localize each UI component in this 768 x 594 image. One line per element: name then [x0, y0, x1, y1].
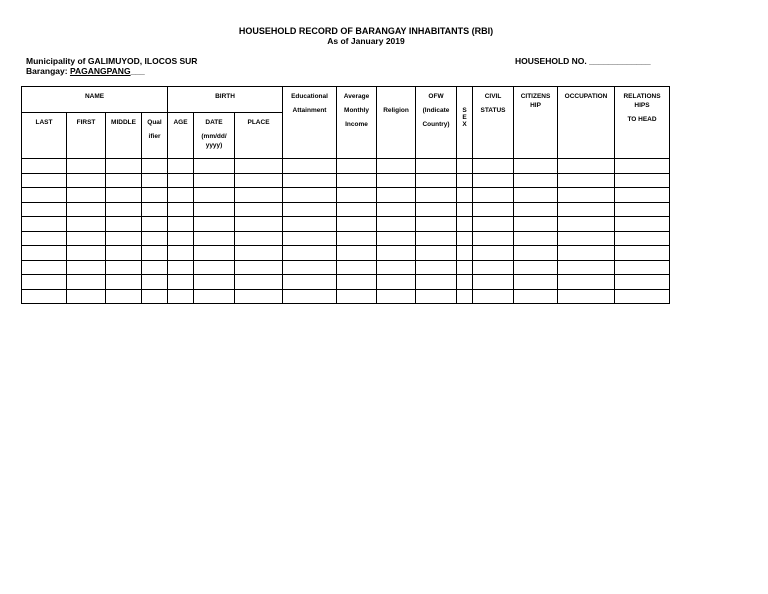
blank-cell: [337, 231, 377, 246]
blank-cell: [337, 260, 377, 275]
blank-cell: [194, 173, 235, 188]
location-block: [26, 56, 197, 76]
blank-cell: [22, 173, 67, 188]
blank-cell: [337, 202, 377, 217]
relationships-label-2: HIPS: [634, 102, 650, 109]
barangay-value: PAGANGPANG: [69, 66, 131, 76]
educational-attainment-header: [283, 87, 337, 159]
blank-cell: [194, 188, 235, 203]
blank-cell: [283, 275, 337, 290]
blank-cell: [194, 260, 235, 275]
blank-cell: [168, 159, 194, 174]
blank-cell: [194, 289, 235, 304]
blank-cell: [377, 188, 416, 203]
form-title: HOUSEHOLD RECORD OF BARANGAY INHABITANTS (RBI): [238, 26, 494, 36]
blank-cell: [514, 173, 558, 188]
blank-cell: [194, 231, 235, 246]
blank-cell: [337, 246, 377, 261]
indicate-label: (Indicate: [422, 107, 450, 114]
last-header: LAST: [22, 113, 67, 159]
table-row: [22, 188, 670, 203]
blank-cell: [514, 275, 558, 290]
blank-cell: [67, 231, 106, 246]
blank-cell: [337, 289, 377, 304]
blank-cell: [168, 289, 194, 304]
blank-cell: [337, 173, 377, 188]
blank-cell: [457, 260, 473, 275]
blank-cell: [194, 159, 235, 174]
blank-cell: [106, 246, 142, 261]
age-header: AGE: [168, 113, 194, 159]
educational-label: Educational: [291, 93, 328, 100]
blank-cell: [615, 188, 670, 203]
blank-cell: [106, 289, 142, 304]
blank-cell: [67, 173, 106, 188]
blank-cell: [377, 217, 416, 232]
blank-cell: [337, 159, 377, 174]
blank-cell: [106, 188, 142, 203]
blank-cell: [558, 202, 615, 217]
table-row: [22, 173, 670, 188]
blank-cell: [67, 260, 106, 275]
blank-cell: [615, 202, 670, 217]
blank-cell: [615, 173, 670, 188]
blank-cell: [235, 275, 283, 290]
blank-cell: [514, 246, 558, 261]
barangay-blank: ___: [130, 66, 145, 76]
monthly-label: Monthly: [344, 107, 369, 114]
table-row: [22, 260, 670, 275]
blank-cell: [377, 275, 416, 290]
blank-cell: [142, 275, 168, 290]
blank-cell: [283, 173, 337, 188]
blank-cell: [22, 159, 67, 174]
name-header: NAME: [22, 87, 168, 113]
blank-cell: [67, 202, 106, 217]
blank-cell: [283, 231, 337, 246]
blank-cell: [337, 217, 377, 232]
citizenship-label-1: CITIZENS: [520, 93, 551, 100]
barangay-label: Barangay:: [26, 66, 68, 76]
blank-cell: [377, 260, 416, 275]
blank-cell: [194, 217, 235, 232]
status-label: STATUS: [480, 107, 506, 114]
blank-cell: [194, 202, 235, 217]
date-header: [194, 113, 235, 159]
qualifier-label-2: ifier: [148, 133, 161, 140]
blank-cell: [473, 188, 514, 203]
average-label: Average: [343, 93, 370, 100]
blank-cell: [473, 275, 514, 290]
blank-cell: [457, 246, 473, 261]
relationships-label-1: RELATIONS: [623, 93, 661, 100]
blank-cell: [22, 289, 67, 304]
blank-cell: [416, 188, 457, 203]
sex-e: E: [462, 114, 467, 121]
blank-cell: [457, 159, 473, 174]
blank-cell: [457, 289, 473, 304]
blank-cell: [142, 246, 168, 261]
blank-cell: [473, 217, 514, 232]
date-format-2: yyyy): [205, 142, 223, 149]
blank-cell: [67, 275, 106, 290]
blank-cell: [168, 275, 194, 290]
rbi-table: [21, 86, 670, 304]
citizenship-header: [514, 87, 558, 159]
blank-cell: [615, 246, 670, 261]
citizenship-label-2: HIP: [530, 102, 541, 109]
blank-cell: [283, 260, 337, 275]
blank-cell: [558, 217, 615, 232]
blank-cell: [473, 246, 514, 261]
blank-cell: [416, 289, 457, 304]
blank-rows: [22, 159, 670, 304]
blank-cell: [473, 202, 514, 217]
header-row-1: [22, 87, 670, 113]
relationship-to-head-header: [615, 87, 670, 159]
blank-cell: [514, 260, 558, 275]
blank-cell: [377, 173, 416, 188]
blank-cell: [416, 173, 457, 188]
sex-header: [457, 87, 473, 159]
blank-cell: [283, 202, 337, 217]
blank-cell: [514, 217, 558, 232]
blank-cell: [168, 260, 194, 275]
country-label: Country): [422, 121, 450, 128]
blank-cell: [283, 246, 337, 261]
blank-cell: [22, 246, 67, 261]
ofw-header: [416, 87, 457, 159]
blank-cell: [558, 231, 615, 246]
blank-cell: [615, 289, 670, 304]
occupation-header: OCCUPATION: [558, 87, 615, 159]
blank-cell: [106, 173, 142, 188]
blank-cell: [168, 231, 194, 246]
blank-cell: [235, 289, 283, 304]
blank-cell: [558, 260, 615, 275]
blank-cell: [168, 188, 194, 203]
sex-s: S: [462, 107, 467, 114]
municipality: Municipality of GALIMUYOD, ILOCOS SUR: [26, 56, 198, 66]
birth-header: BIRTH: [168, 87, 283, 113]
table-row: [22, 217, 670, 232]
blank-cell: [615, 217, 670, 232]
blank-cell: [615, 275, 670, 290]
blank-cell: [22, 275, 67, 290]
blank-cell: [457, 275, 473, 290]
barangay: [26, 66, 197, 76]
blank-cell: [106, 260, 142, 275]
blank-cell: [142, 289, 168, 304]
blank-cell: [22, 217, 67, 232]
blank-cell: [416, 260, 457, 275]
blank-cell: [283, 217, 337, 232]
blank-cell: [514, 231, 558, 246]
religion-header: Religion: [377, 87, 416, 159]
blank-cell: [22, 188, 67, 203]
blank-cell: [142, 188, 168, 203]
blank-cell: [473, 289, 514, 304]
blank-cell: [283, 289, 337, 304]
blank-cell: [558, 275, 615, 290]
civil-status-header: [473, 87, 514, 159]
blank-cell: [235, 202, 283, 217]
blank-cell: [22, 202, 67, 217]
blank-cell: [235, 231, 283, 246]
blank-cell: [473, 260, 514, 275]
blank-cell: [106, 231, 142, 246]
blank-cell: [67, 159, 106, 174]
blank-cell: [283, 188, 337, 203]
income-label: Income: [345, 121, 368, 128]
table-row: [22, 159, 670, 174]
household-number: HOUSEHOLD NO. _____________: [515, 56, 651, 66]
blank-cell: [416, 275, 457, 290]
qualifier-label-1: Qual: [147, 119, 162, 126]
table-row: [22, 275, 670, 290]
table-row: [22, 231, 670, 246]
blank-cell: [615, 159, 670, 174]
blank-cell: [457, 202, 473, 217]
blank-cell: [514, 188, 558, 203]
blank-cell: [235, 260, 283, 275]
blank-cell: [473, 159, 514, 174]
blank-cell: [235, 159, 283, 174]
sex-x: X: [462, 121, 467, 128]
date-format-1: (mm/dd/: [201, 133, 227, 140]
blank-cell: [377, 231, 416, 246]
blank-cell: [283, 159, 337, 174]
document-title: [0, 26, 732, 46]
blank-cell: [142, 260, 168, 275]
blank-cell: [106, 217, 142, 232]
blank-cell: [142, 173, 168, 188]
blank-cell: [377, 289, 416, 304]
blank-cell: [416, 246, 457, 261]
blank-cell: [235, 173, 283, 188]
blank-cell: [142, 159, 168, 174]
blank-cell: [168, 173, 194, 188]
place-header: PLACE: [235, 113, 283, 159]
blank-cell: [615, 231, 670, 246]
blank-cell: [416, 231, 457, 246]
blank-cell: [194, 246, 235, 261]
blank-cell: [106, 159, 142, 174]
blank-cell: [558, 188, 615, 203]
blank-cell: [235, 217, 283, 232]
blank-cell: [473, 173, 514, 188]
blank-cell: [377, 159, 416, 174]
table-row: [22, 289, 670, 304]
qualifier-header: [142, 113, 168, 159]
first-header: FIRST: [67, 113, 106, 159]
blank-cell: [514, 289, 558, 304]
ofw-label: OFW: [428, 93, 444, 100]
date-label: DATE: [205, 119, 223, 126]
blank-cell: [337, 188, 377, 203]
blank-cell: [67, 217, 106, 232]
middle-header: MIDDLE: [106, 113, 142, 159]
blank-cell: [473, 231, 514, 246]
blank-cell: [457, 231, 473, 246]
blank-cell: [168, 202, 194, 217]
blank-cell: [416, 217, 457, 232]
blank-cell: [377, 202, 416, 217]
blank-cell: [22, 231, 67, 246]
blank-cell: [142, 202, 168, 217]
attainment-label: Attainment: [292, 107, 327, 114]
average-monthly-income-header: [337, 87, 377, 159]
blank-cell: [457, 188, 473, 203]
blank-cell: [67, 246, 106, 261]
blank-cell: [558, 173, 615, 188]
blank-cell: [558, 289, 615, 304]
blank-cell: [377, 246, 416, 261]
blank-cell: [558, 159, 615, 174]
blank-cell: [457, 217, 473, 232]
blank-cell: [168, 246, 194, 261]
blank-cell: [168, 217, 194, 232]
blank-cell: [106, 202, 142, 217]
blank-cell: [22, 260, 67, 275]
civil-label: CIVIL: [484, 93, 502, 100]
blank-cell: [142, 231, 168, 246]
blank-cell: [558, 246, 615, 261]
table-row: [22, 202, 670, 217]
blank-cell: [416, 202, 457, 217]
to-head-label: TO HEAD: [627, 116, 657, 123]
blank-cell: [235, 188, 283, 203]
blank-cell: [457, 173, 473, 188]
as-of-date: As of January 2019: [327, 36, 405, 46]
blank-cell: [67, 289, 106, 304]
blank-cell: [142, 217, 168, 232]
table-row: [22, 246, 670, 261]
blank-cell: [615, 260, 670, 275]
blank-cell: [337, 275, 377, 290]
blank-cell: [514, 202, 558, 217]
blank-cell: [106, 275, 142, 290]
blank-cell: [416, 159, 457, 174]
blank-cell: [67, 188, 106, 203]
blank-cell: [194, 275, 235, 290]
blank-cell: [514, 159, 558, 174]
blank-cell: [235, 246, 283, 261]
